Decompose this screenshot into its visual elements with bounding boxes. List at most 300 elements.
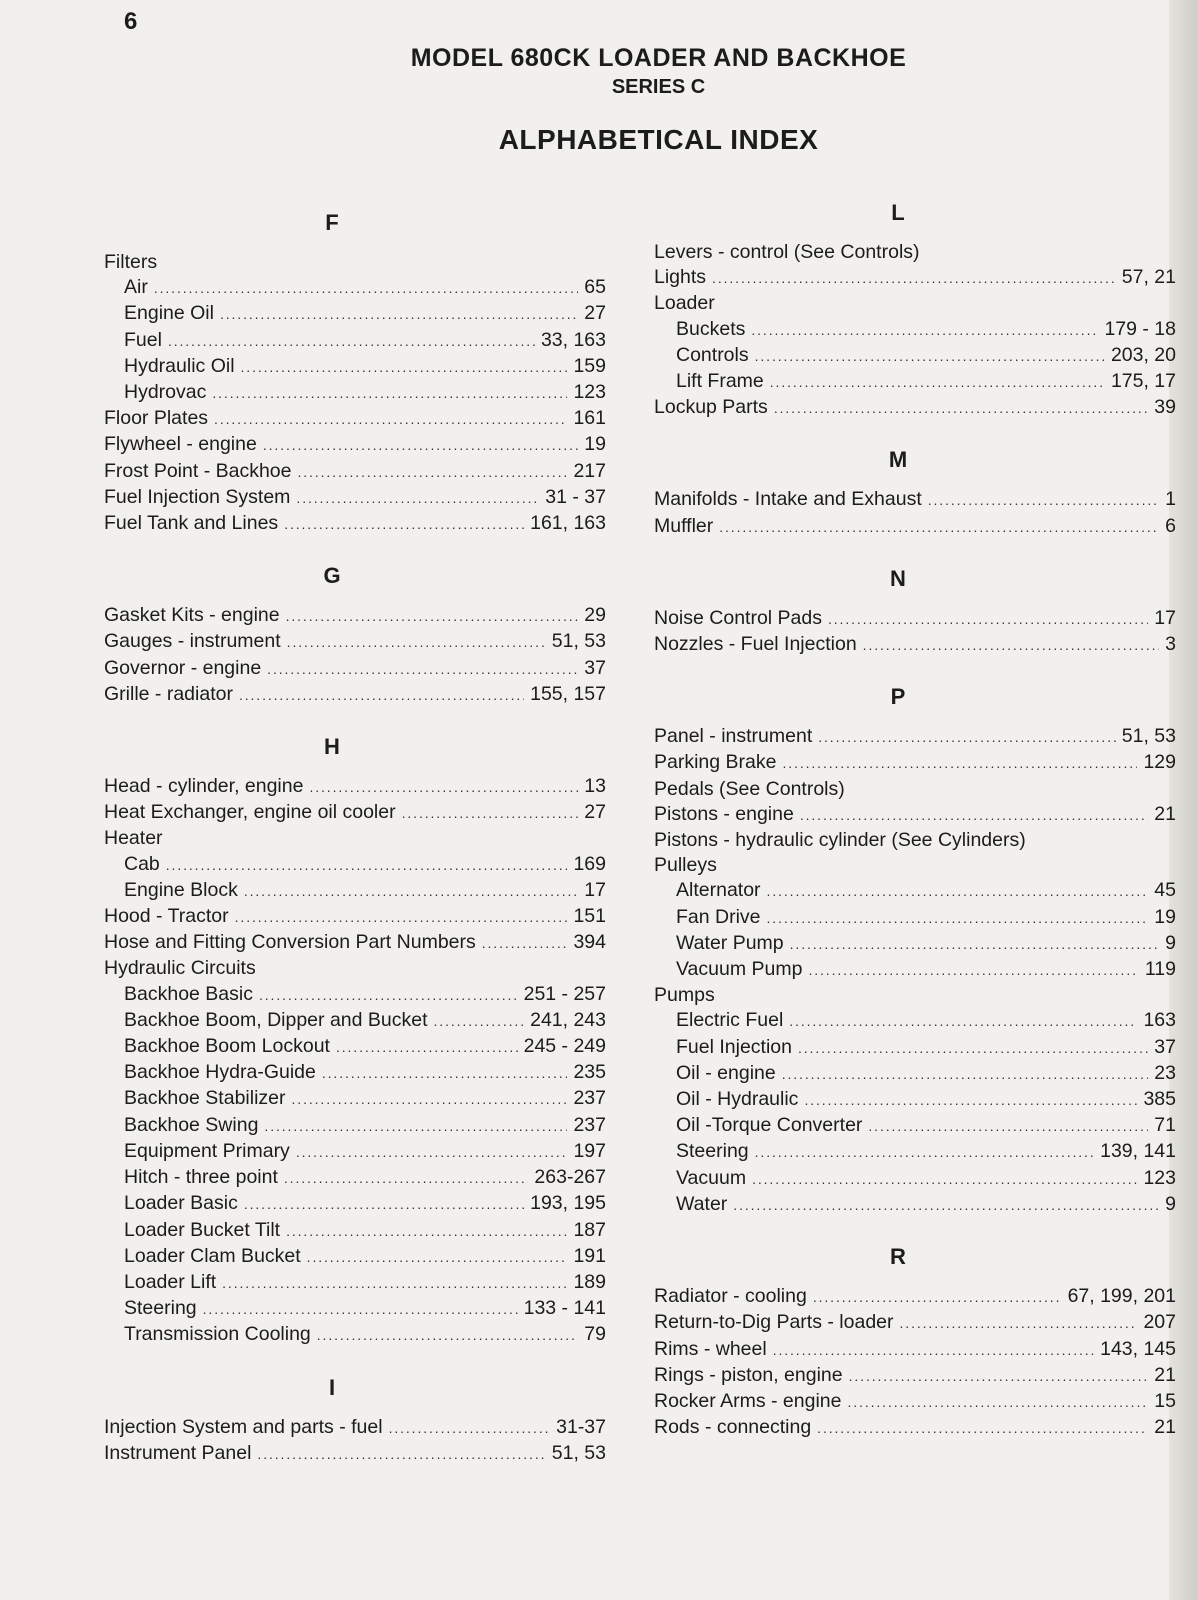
index-entry-label: Pistons - engine bbox=[654, 802, 794, 825]
dot-leader bbox=[212, 380, 567, 406]
dot-leader bbox=[751, 317, 1098, 343]
dot-leader bbox=[296, 485, 539, 511]
dot-leader bbox=[770, 369, 1105, 395]
index-entry bbox=[620, 957, 1176, 983]
index-entry-pages: 37 bbox=[584, 656, 606, 679]
index-entry-label: Parking Brake bbox=[654, 751, 777, 774]
index-entry bbox=[620, 931, 1176, 957]
index-entry-label: Lights bbox=[654, 266, 707, 289]
index-entry-pages: 197 bbox=[573, 1139, 606, 1162]
index-entry-pages: 139, 141 bbox=[1100, 1140, 1176, 1163]
index-entry-label: Rocker Arms - engine bbox=[654, 1389, 842, 1412]
index-entry bbox=[58, 328, 606, 354]
dot-leader bbox=[239, 682, 524, 708]
index-entry-label: Manifolds - Intake and Exhaust bbox=[654, 488, 922, 511]
index-entry-label: Hitch - three point bbox=[124, 1166, 278, 1189]
dot-leader bbox=[286, 1218, 567, 1244]
index-entry-pages: 9 bbox=[1165, 1192, 1176, 1215]
index-entry-label: Radiator - cooling bbox=[654, 1285, 807, 1308]
index-entry bbox=[58, 1191, 606, 1217]
index-entry-pages: 51, 53 bbox=[1121, 725, 1176, 748]
index-entry-pages: 19 bbox=[584, 433, 606, 456]
index-entry bbox=[58, 603, 606, 629]
dot-leader bbox=[244, 878, 578, 904]
index-entry bbox=[58, 852, 606, 878]
index-entry-label: Controls bbox=[676, 343, 749, 366]
index-entry-pages: 19 bbox=[1154, 905, 1176, 928]
index-entry bbox=[620, 777, 1176, 802]
index-entry-pages: 39 bbox=[1154, 396, 1176, 419]
page-number: 6 bbox=[124, 8, 138, 35]
dot-leader bbox=[782, 750, 1137, 776]
index-entry bbox=[58, 1270, 606, 1296]
index-entry-label: Frost Point - Backhoe bbox=[104, 459, 292, 482]
index-entry-label: Oil - Hydraulic bbox=[676, 1088, 799, 1111]
index-entry-pages: 161 bbox=[573, 407, 606, 430]
index-entry-pages: 187 bbox=[573, 1218, 606, 1241]
dot-leader bbox=[712, 265, 1116, 291]
index-entry-label: Panel - instrument bbox=[654, 725, 813, 748]
index-entry-label: Gauges - instrument bbox=[104, 630, 281, 653]
index-entry-label: Instrument Panel bbox=[104, 1441, 252, 1464]
index-entry bbox=[58, 250, 606, 275]
index-entry bbox=[58, 354, 606, 380]
index-entry-label: Loader Basic bbox=[124, 1192, 238, 1215]
index-entry-label: Heater bbox=[104, 827, 163, 850]
index-entry bbox=[620, 1087, 1176, 1113]
dot-leader bbox=[389, 1415, 551, 1441]
index-letter-heading: P bbox=[890, 684, 906, 710]
index-entry-label: Steering bbox=[676, 1140, 749, 1163]
index-entry-pages: 191 bbox=[573, 1244, 606, 1267]
page-title: MODEL 680CK LOADER AND BACKHOE bbox=[410, 44, 907, 72]
dot-leader bbox=[298, 459, 568, 485]
dot-leader bbox=[402, 800, 579, 826]
index-entry-label: Vacuum Pump bbox=[676, 958, 803, 981]
index-entry bbox=[58, 878, 606, 904]
index-entry bbox=[58, 826, 606, 851]
index-entry-pages: 155, 157 bbox=[530, 682, 606, 705]
index-entry-label: Vacuum bbox=[676, 1166, 747, 1189]
index-entry bbox=[620, 1415, 1176, 1441]
section-gap bbox=[58, 1349, 606, 1365]
index-entry bbox=[620, 514, 1176, 540]
dot-leader bbox=[259, 982, 518, 1008]
index-entry-label: Loader Bucket Tilt bbox=[124, 1218, 281, 1241]
index-entry-pages: 163 bbox=[1143, 1009, 1176, 1032]
index-entry-pages: 385 bbox=[1143, 1088, 1176, 1111]
dot-leader bbox=[434, 1008, 525, 1034]
index-entry-pages: 175, 17 bbox=[1110, 370, 1176, 393]
index-entry bbox=[620, 1337, 1176, 1363]
index-entry-pages: 159 bbox=[573, 354, 606, 377]
index-entry-pages: 245 - 249 bbox=[523, 1035, 606, 1058]
index-entry-pages: 71 bbox=[1154, 1114, 1176, 1137]
index-entry-label: Hose and Fitting Conversion Part Numbers bbox=[104, 931, 476, 954]
index-entry-pages: 251 - 257 bbox=[523, 982, 606, 1005]
index-entry bbox=[620, 343, 1176, 369]
index-entry bbox=[58, 380, 606, 406]
index-entry-label: Hydrovac bbox=[124, 381, 207, 404]
index-entry bbox=[58, 1441, 606, 1467]
dot-leader bbox=[482, 930, 568, 956]
index-entry-pages: 45 bbox=[1154, 879, 1176, 902]
dot-leader bbox=[800, 802, 1148, 828]
index-entry-pages: 27 bbox=[584, 801, 606, 824]
dot-leader bbox=[322, 1060, 568, 1086]
index-column-left bbox=[58, 200, 606, 1467]
index-entry-pages: 189 bbox=[573, 1270, 606, 1293]
index-entry-label: Backhoe Boom Lockout bbox=[124, 1035, 330, 1058]
dot-leader bbox=[719, 514, 1159, 540]
index-entry-pages: 57, 21 bbox=[1121, 266, 1176, 289]
index-entry-label: Backhoe Boom, Dipper and Bucket bbox=[124, 1008, 428, 1031]
index-entry bbox=[620, 802, 1176, 828]
index-entry bbox=[58, 629, 606, 655]
index-column-right bbox=[620, 190, 1176, 1441]
index-entry-pages: 17 bbox=[1154, 606, 1176, 629]
dot-leader bbox=[235, 904, 568, 930]
index-entry bbox=[58, 1008, 606, 1034]
index-letter-heading: I bbox=[328, 1374, 336, 1400]
index-entry bbox=[620, 750, 1176, 776]
dot-leader bbox=[767, 878, 1149, 904]
dot-leader bbox=[752, 1166, 1137, 1192]
index-entry-pages: 15 bbox=[1154, 1389, 1176, 1412]
index-entry bbox=[58, 1034, 606, 1060]
index-entry bbox=[620, 1166, 1176, 1192]
index-entry-label: Loader Clam Bucket bbox=[124, 1244, 301, 1267]
index-entry bbox=[58, 982, 606, 1008]
index-letter-heading: F bbox=[325, 210, 339, 235]
index-entry-pages: 129 bbox=[1143, 751, 1176, 774]
dot-leader bbox=[241, 354, 568, 380]
section-gap bbox=[620, 658, 1176, 674]
index-entry-pages: 9 bbox=[1165, 931, 1176, 954]
index-entry-label: Hood - Tractor bbox=[104, 905, 229, 928]
index-entry bbox=[58, 432, 606, 458]
dot-leader bbox=[307, 1244, 568, 1270]
index-letter-heading: N bbox=[890, 565, 906, 591]
index-entry bbox=[58, 904, 606, 930]
index-entry-label: Engine Oil bbox=[124, 302, 214, 325]
index-entry-label: Loader Lift bbox=[124, 1270, 217, 1293]
page-subtitle: SERIES C bbox=[611, 76, 706, 98]
index-entry bbox=[58, 774, 606, 800]
index-entry-label: Muffler bbox=[654, 514, 714, 537]
index-entry-label: Flywheel - engine bbox=[104, 433, 257, 456]
index-entry bbox=[58, 1060, 606, 1086]
index-entry-pages: 151 bbox=[573, 905, 606, 928]
index-entry-pages: 27 bbox=[584, 302, 606, 325]
index-entry-label: Levers - control (See Controls) bbox=[654, 241, 920, 263]
index-entry bbox=[620, 487, 1176, 513]
index-entry-pages: 51, 53 bbox=[551, 630, 606, 653]
index-entry bbox=[620, 291, 1176, 316]
index-entry-label: Transmission Cooling bbox=[124, 1323, 311, 1346]
index-entry-pages: 237 bbox=[573, 1087, 606, 1110]
index-entry-pages: 235 bbox=[573, 1061, 606, 1084]
section-gap bbox=[620, 540, 1176, 556]
index-entry bbox=[58, 511, 606, 537]
dot-leader bbox=[789, 1008, 1137, 1034]
index-entry-label: Air bbox=[124, 276, 148, 299]
index-entry-label: Pistons - hydraulic cylinder (See Cylinders) bbox=[654, 829, 1026, 852]
index-entry-label: Rims - wheel bbox=[654, 1337, 767, 1360]
index-entry bbox=[620, 1139, 1176, 1165]
index-entry-label: Fan Drive bbox=[676, 905, 761, 928]
section-gap bbox=[620, 421, 1176, 437]
index-entry-pages: 263-267 bbox=[534, 1166, 606, 1189]
dot-leader bbox=[203, 1296, 518, 1322]
index-entry bbox=[58, 406, 606, 432]
index-entry bbox=[620, 1035, 1176, 1061]
index-entry-label: Hydraulic Oil bbox=[124, 354, 235, 377]
dot-leader bbox=[782, 1061, 1149, 1087]
index-entry-label: Cab bbox=[124, 852, 160, 875]
index-entry-pages: 217 bbox=[573, 459, 606, 482]
index-entry bbox=[620, 853, 1176, 878]
index-entry-label: Fuel bbox=[124, 328, 162, 351]
index-entry bbox=[58, 1086, 606, 1112]
dot-leader bbox=[263, 432, 578, 458]
dot-leader bbox=[317, 1322, 579, 1348]
index-entry bbox=[58, 1139, 606, 1165]
index-entry bbox=[58, 301, 606, 327]
index-entry bbox=[58, 459, 606, 485]
index-entry bbox=[620, 1363, 1176, 1389]
index-entry-pages: 179 - 18 bbox=[1104, 317, 1176, 340]
dot-leader bbox=[296, 1139, 568, 1165]
index-entry-pages: 13 bbox=[584, 775, 606, 798]
index-entry bbox=[58, 800, 606, 826]
index-entry-label: Backhoe Swing bbox=[124, 1113, 259, 1136]
index-entry bbox=[58, 1113, 606, 1139]
index-entry-label: Fuel Injection bbox=[676, 1035, 792, 1058]
index-entry-pages: 203, 20 bbox=[1110, 343, 1176, 366]
index-entry-pages: 207 bbox=[1143, 1311, 1176, 1334]
index-entry bbox=[620, 606, 1176, 632]
dot-leader bbox=[798, 1035, 1148, 1061]
index-entry bbox=[58, 1165, 606, 1191]
index-entry bbox=[58, 956, 606, 981]
dot-leader bbox=[267, 656, 578, 682]
dot-leader bbox=[774, 395, 1148, 421]
dot-leader bbox=[828, 606, 1148, 632]
index-entry bbox=[58, 1296, 606, 1322]
index-entry-pages: 133 - 141 bbox=[523, 1297, 606, 1320]
index-entry bbox=[620, 878, 1176, 904]
dot-leader bbox=[244, 1191, 524, 1217]
index-entry-pages: 123 bbox=[1143, 1166, 1176, 1189]
dot-leader bbox=[220, 301, 578, 327]
index-entry-label: Alternator bbox=[676, 879, 761, 902]
index-entry-pages: 21 bbox=[1154, 1363, 1176, 1386]
index-entry-pages: 241, 243 bbox=[530, 1008, 606, 1031]
dot-leader bbox=[168, 328, 535, 354]
section-gap bbox=[58, 537, 606, 553]
dot-leader bbox=[928, 487, 1159, 513]
index-entry bbox=[620, 632, 1176, 658]
index-entry bbox=[620, 1008, 1176, 1034]
dot-leader bbox=[755, 343, 1105, 369]
dot-leader bbox=[166, 852, 568, 878]
index-entry-pages: 17 bbox=[584, 878, 606, 901]
index-entry-label: Pulleys bbox=[654, 854, 717, 877]
index-heading: ALPHABETICAL INDEX bbox=[498, 124, 819, 155]
index-entry-label: Nozzles - Fuel Injection bbox=[654, 633, 857, 656]
index-entry-pages: 123 bbox=[573, 381, 606, 404]
dot-leader bbox=[214, 406, 567, 432]
index-entry-label: Gasket Kits - engine bbox=[104, 604, 280, 627]
dot-leader bbox=[284, 511, 524, 537]
dot-leader bbox=[813, 1284, 1062, 1310]
index-entry-pages: 1 bbox=[1165, 488, 1176, 511]
index-entry-pages: 31-37 bbox=[556, 1415, 606, 1438]
index-entry-pages: 143, 145 bbox=[1100, 1337, 1176, 1360]
index-entry-label: Water Pump bbox=[676, 931, 784, 954]
index-letter-heading: M bbox=[888, 447, 908, 473]
index-entry-pages: 23 bbox=[1154, 1061, 1176, 1084]
index-entry bbox=[620, 724, 1176, 750]
index-entry-pages: 51, 53 bbox=[551, 1441, 606, 1464]
section-gap bbox=[58, 708, 606, 724]
index-entry-label: Injection System and parts - fuel bbox=[104, 1415, 383, 1438]
index-entry-pages: 193, 195 bbox=[530, 1192, 606, 1215]
dot-leader bbox=[790, 931, 1160, 957]
index-entry-label: Pumps bbox=[654, 984, 715, 1007]
dot-leader bbox=[309, 774, 578, 800]
index-entry-pages: 37 bbox=[1154, 1035, 1176, 1058]
index-entry bbox=[58, 656, 606, 682]
index-entry bbox=[620, 1061, 1176, 1087]
index-letter-heading: G bbox=[323, 563, 341, 589]
index-entry-label: Lift Frame bbox=[676, 370, 764, 393]
dot-leader bbox=[154, 275, 578, 301]
index-entry-pages: 21 bbox=[1154, 802, 1176, 825]
index-entry-label: Filters bbox=[104, 251, 158, 273]
index-entry-pages: 65 bbox=[584, 276, 606, 299]
dot-leader bbox=[900, 1310, 1138, 1336]
index-entry-pages: 31 - 37 bbox=[545, 485, 606, 508]
index-letter-heading: R bbox=[890, 1244, 906, 1270]
index-entry-label: Pedals (See Controls) bbox=[654, 777, 845, 800]
index-entry-pages: 394 bbox=[573, 931, 606, 954]
index-entry-label: Buckets bbox=[676, 317, 746, 340]
index-entry bbox=[58, 1322, 606, 1348]
index-entry-pages: 29 bbox=[584, 604, 606, 627]
index-entry-label: Oil - engine bbox=[676, 1061, 776, 1084]
dot-leader bbox=[817, 1415, 1148, 1441]
dot-leader bbox=[257, 1441, 545, 1467]
index-entry bbox=[58, 485, 606, 511]
index-entry bbox=[620, 395, 1176, 421]
dot-leader bbox=[804, 1087, 1137, 1113]
index-entry bbox=[58, 1415, 606, 1441]
index-entry-pages: 79 bbox=[584, 1323, 606, 1346]
index-entry-pages: 3 bbox=[1165, 633, 1176, 656]
index-entry bbox=[620, 1284, 1176, 1310]
index-entry bbox=[620, 1389, 1176, 1415]
index-entry bbox=[620, 317, 1176, 343]
index-entry-label: Head - cylinder, engine bbox=[104, 775, 304, 798]
index-entry bbox=[620, 1113, 1176, 1139]
dot-leader bbox=[848, 1389, 1149, 1415]
index-entry-label: Oil -Torque Converter bbox=[676, 1114, 863, 1137]
index-entry-label: Engine Block bbox=[124, 878, 238, 901]
index-entry-label: Floor Plates bbox=[104, 407, 209, 430]
index-entry-label: Fuel Tank and Lines bbox=[104, 512, 279, 535]
index-entry-label: Rings - piston, engine bbox=[654, 1363, 843, 1386]
index-entry-label: Grille - radiator bbox=[104, 682, 233, 705]
index-entry-label: Heat Exchanger, engine oil cooler bbox=[104, 801, 396, 824]
index-entry-pages: 6 bbox=[1165, 514, 1176, 537]
dot-leader bbox=[868, 1113, 1148, 1139]
index-entry-label: Return-to-Dig Parts - loader bbox=[654, 1311, 894, 1334]
index-entry-label: Backhoe Stabilizer bbox=[124, 1087, 286, 1110]
index-entry-pages: 67, 199, 201 bbox=[1067, 1285, 1176, 1308]
index-entry bbox=[620, 1192, 1176, 1218]
dot-leader bbox=[818, 724, 1116, 750]
index-entry bbox=[620, 265, 1176, 291]
index-entry bbox=[58, 682, 606, 708]
section-gap bbox=[620, 1218, 1176, 1234]
dot-leader bbox=[755, 1139, 1094, 1165]
index-entry bbox=[620, 240, 1176, 265]
index-entry-label: Steering bbox=[124, 1297, 197, 1320]
index-entry-label: Lockup Parts bbox=[654, 396, 768, 419]
index-entry-label: Noise Control Pads bbox=[654, 606, 822, 629]
index-entry bbox=[620, 369, 1176, 395]
index-entry-label: Backhoe Basic bbox=[124, 982, 253, 1005]
index-entry-label: Water bbox=[676, 1192, 728, 1215]
index-entry bbox=[620, 983, 1176, 1008]
index-entry-label: Electric Fuel bbox=[676, 1009, 784, 1032]
index-entry bbox=[58, 930, 606, 956]
index-entry bbox=[58, 1218, 606, 1244]
dot-leader bbox=[287, 629, 546, 655]
dot-leader bbox=[773, 1337, 1094, 1363]
index-entry bbox=[620, 1310, 1176, 1336]
index-entry-pages: 237 bbox=[573, 1113, 606, 1136]
index-entry bbox=[620, 905, 1176, 931]
dot-leader bbox=[336, 1034, 518, 1060]
index-entry-label: Hydraulic Circuits bbox=[104, 957, 256, 980]
dot-leader bbox=[222, 1270, 567, 1296]
dot-leader bbox=[767, 905, 1149, 931]
index-entry-label: Rods - connecting bbox=[654, 1416, 812, 1439]
index-entry-label: Backhoe Hydra-Guide bbox=[124, 1061, 316, 1084]
index-entry bbox=[58, 1244, 606, 1270]
index-entry-pages: 161, 163 bbox=[530, 512, 606, 535]
dot-leader bbox=[733, 1192, 1159, 1218]
dot-leader bbox=[863, 632, 1159, 658]
index-entry-label: Fuel Injection System bbox=[104, 485, 291, 508]
index-entry-pages: 21 bbox=[1154, 1416, 1176, 1439]
dot-leader bbox=[808, 957, 1138, 983]
index-entry-pages: 33, 163 bbox=[540, 328, 606, 351]
index-entry-label: Loader bbox=[654, 292, 715, 315]
index-letter-heading: L bbox=[891, 200, 905, 225]
index-entry-pages: 169 bbox=[573, 852, 606, 875]
index-entry-label: Governor - engine bbox=[104, 656, 262, 679]
dot-leader bbox=[849, 1363, 1149, 1389]
index-entry bbox=[620, 828, 1176, 853]
dot-leader bbox=[264, 1113, 567, 1139]
index-entry bbox=[58, 275, 606, 301]
index-letter-heading: H bbox=[324, 734, 340, 760]
dot-leader bbox=[284, 1165, 529, 1191]
